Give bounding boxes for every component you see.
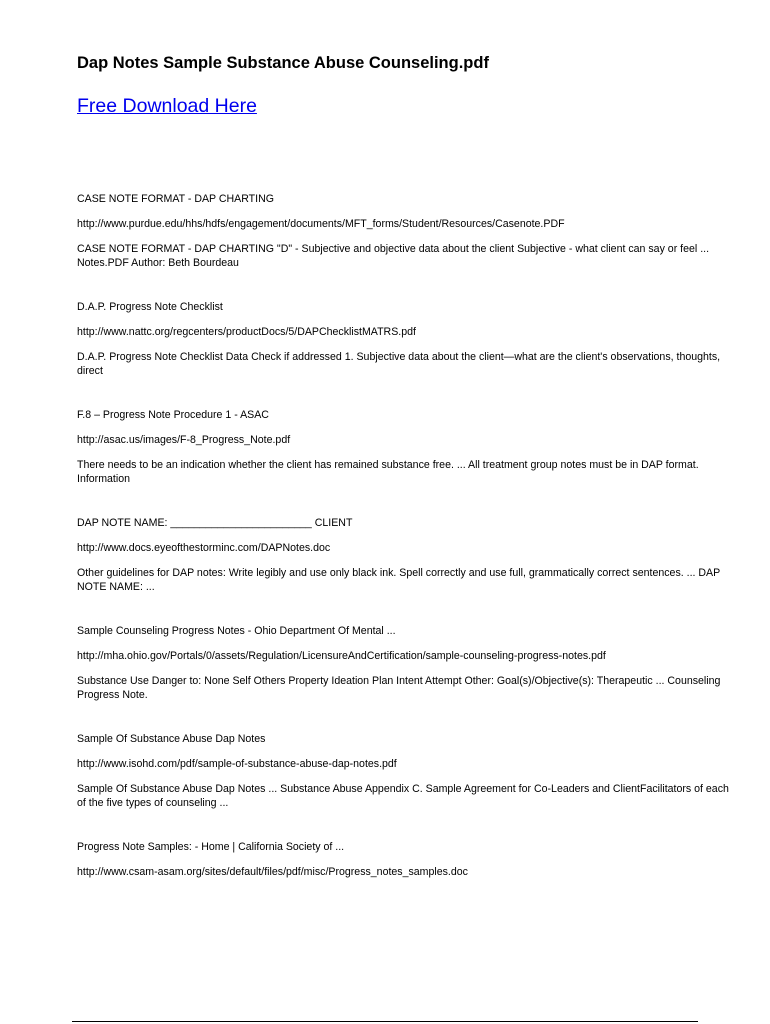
entry-description: Substance Use Danger to: None Self Others Property Ideation Plan Intent Attempt Other: Goal(s)/Objective(s): Therapeutic ... Counseling Progress Note.	[77, 675, 721, 701]
footer-divider	[72, 1021, 698, 1022]
entry-url: http://www.csam-asam.org/sites/default/files/pdf/misc/Progress_notes_samples.doc	[77, 866, 468, 878]
entry-title: Progress Note Samples: - Home | California Society of ...	[77, 841, 345, 853]
free-download-link[interactable]: Free Download Here	[77, 95, 257, 117]
list-item	[77, 732, 737, 810]
entry-description: D.A.P. Progress Note Checklist Data Check if addressed 1. Subjective data about the client—what are the client's observations, thoughts, direct	[77, 351, 721, 377]
list-item	[77, 408, 737, 486]
entry-description: Other guidelines for DAP notes: Write legibly and use only black ink. Spell correctly and use full, grammatically correct sentences. ... DAP NOTE NAME: ...	[77, 567, 720, 593]
entry-title: Sample Of Substance Abuse Dap Notes	[77, 733, 266, 745]
entry-description: Sample Of Substance Abuse Dap Notes ... Substance Abuse Appendix C. Sample Agreement for Co-Leaders and ClientFacilitators of each of the five types of counseling ...	[77, 783, 729, 809]
list-item	[77, 840, 737, 879]
entry-url: http://mha.ohio.gov/Portals/0/assets/Regulation/LicensureAndCertification/sample-counseling-progress-notes.pdf	[77, 650, 606, 662]
entry-title: D.A.P. Progress Note Checklist	[77, 301, 223, 313]
entry-url: http://asac.us/images/F-8_Progress_Note.pdf	[77, 434, 291, 446]
results-list	[77, 192, 737, 909]
list-item	[77, 192, 737, 270]
document-title: Dap Notes Sample Substance Abuse Counseling.pdf	[77, 54, 489, 72]
entry-title: CASE NOTE FORMAT - DAP CHARTING	[77, 193, 274, 205]
entry-title: Sample Counseling Progress Notes - Ohio Department Of Mental ...	[77, 625, 396, 637]
entry-description: There needs to be an indication whether the client has remained substance free. ... All treatment group notes must be in DAP format. Information	[77, 459, 699, 485]
entry-url: http://www.docs.eyeofthestorminc.com/DAPNotes.doc	[77, 542, 331, 554]
entry-title: F.8 – Progress Note Procedure 1 - ASAC	[77, 409, 269, 421]
list-item	[77, 516, 737, 594]
entry-title: DAP NOTE NAME: ________________________ CLIENT	[77, 517, 353, 529]
entry-description: CASE NOTE FORMAT - DAP CHARTING "D" - Subjective and objective data about the client Subjective - what client can say or feel ... Notes.PDF Author: Beth Bourdeau	[77, 243, 710, 269]
list-item	[77, 300, 737, 378]
list-item	[77, 624, 737, 702]
entry-url: http://www.isohd.com/pdf/sample-of-substance-abuse-dap-notes.pdf	[77, 758, 397, 770]
entry-url: http://www.purdue.edu/hhs/hdfs/engagement/documents/MFT_forms/Student/Resources/Casenote.PDF	[77, 218, 565, 230]
entry-url: http://www.nattc.org/regcenters/productDocs/5/DAPChecklistMATRS.pdf	[77, 326, 416, 338]
